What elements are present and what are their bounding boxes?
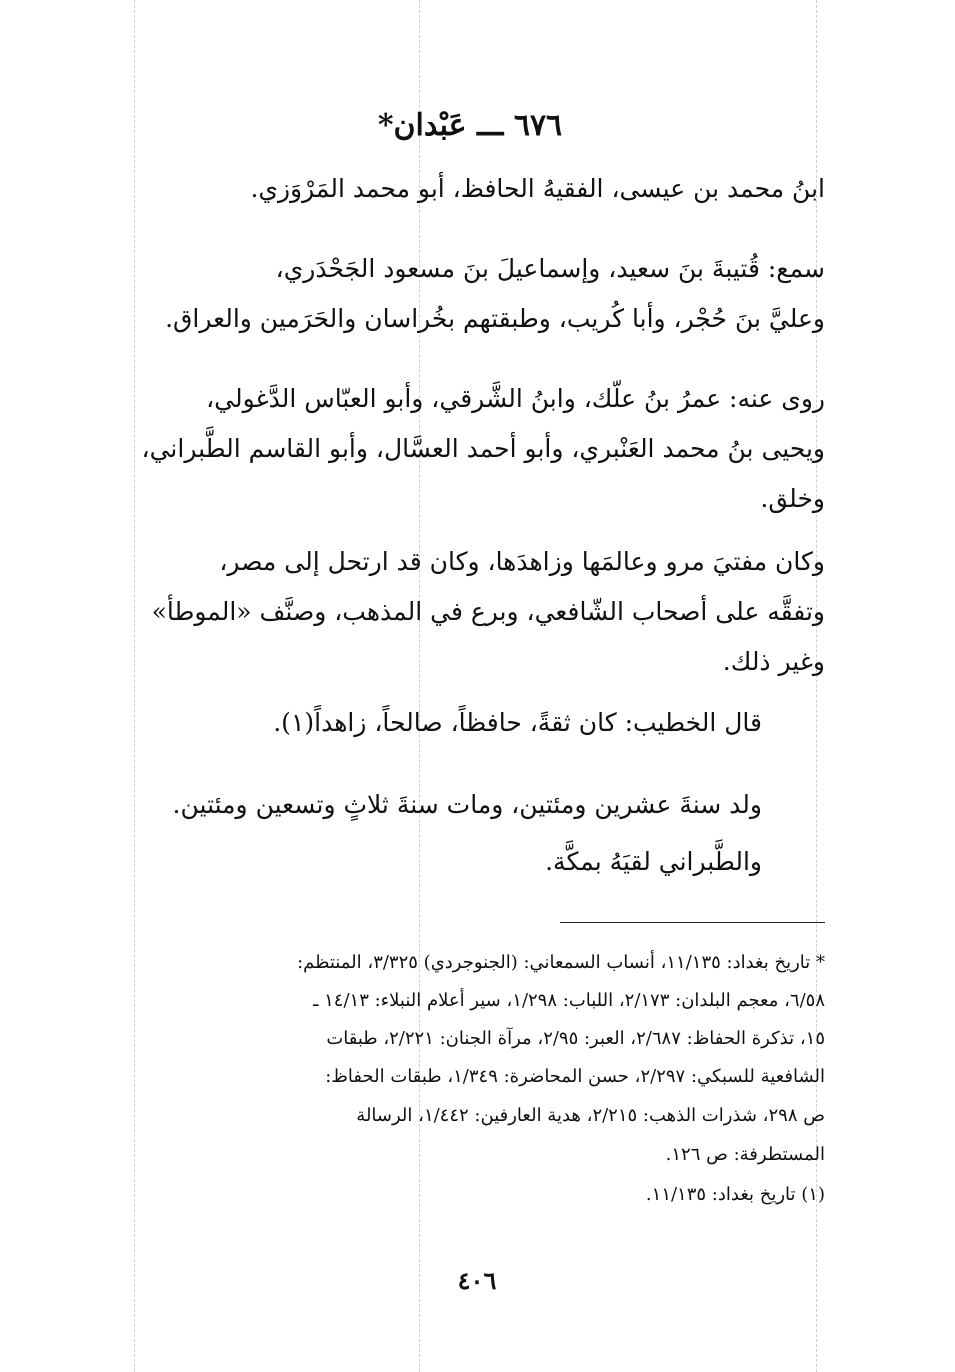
footnote-line: المستطرفة: ص ١٢٦. <box>665 1144 825 1165</box>
footnote-line: ٦/٥٨، معجم البلدان: ٢/١٧٣، اللباب: ١/٢٩٨، سير أعلام النبلاء: ١٤/١٣ ـ <box>313 990 825 1011</box>
body-line: ابنُ محمد بن عيسى، الفقيهُ الحافظ، أبو محمد المَرْوَزي. <box>250 174 825 203</box>
footnote-line: ١٥، تذكرة الحفاظ: ٢/٦٨٧، العبر: ٢/٩٥، مرآة الجنان: ٢/٢٢١، طبقات <box>326 1028 825 1049</box>
footnote-line: الشافعية للسبكي: ٢/٢٩٧، حسن المحاضرة: ١/٣٤٩، طبقات الحفاظ: <box>325 1066 825 1087</box>
footnote-line: (١) تاريخ بغداد: ١١/١٣٥. <box>645 1184 825 1205</box>
body-line: وكان مفتيَ مرو وعالمَها وزاهدَها، وكان قد ارتحل إلى مصر، <box>219 547 825 576</box>
body-line: روى عنه: عمرُ بنُ علّك، وابنُ الشَّرقي، وأبو العبّاس الدَّغولي، <box>206 384 825 413</box>
body-line: وعليَّ بنَ حُجْر، وأبا كُريب، وطبقتهم بخُراسان والحَرَمين والعراق. <box>165 304 825 333</box>
body-line: سمع: قُتيبةَ بنَ سعيد، وإسماعيلَ بنَ مسعود الجَحْدَري، <box>275 254 825 283</box>
body-line: وخلق. <box>760 484 825 513</box>
entry-title: ٦٧٦ ـــ عَبْدان* <box>377 108 563 143</box>
footnote-line: * تاريخ بغداد: ١١/١٣٥، أنساب السمعاني: (الجنوجردي) ٣/٣٢٥، المنتظم: <box>297 952 825 973</box>
page-number: ٤٠٦ <box>457 1266 497 1295</box>
body-line: والطَّبراني لقيَهُ بمكَّة. <box>545 847 762 876</box>
body-line: وغير ذلك. <box>722 647 825 676</box>
body-line: قال الخطيب: كان ثقةً، حافظاً، صالحاً، زاهداً(١). <box>273 708 762 737</box>
body-line: ويحيى بنُ محمد العَنْبري، وأبو أحمد العسَّال، وأبو القاسم الطَّبراني، <box>141 434 825 463</box>
body-line: ولد سنةَ عشرين ومئتين، ومات سنةَ ثلاثٍ وتسعين ومئتين. <box>172 790 762 819</box>
footnote-separator <box>560 922 825 923</box>
footnote-line: ص ٢٩٨، شذرات الذهب: ٢/٢١٥، هدية العارفين: ١/٤٤٢، الرسالة <box>356 1105 825 1126</box>
body-line: وتفقَّه على أصحاب الشّافعي، وبرع في المذهب، وصنَّف «الموطأ» <box>151 597 825 626</box>
